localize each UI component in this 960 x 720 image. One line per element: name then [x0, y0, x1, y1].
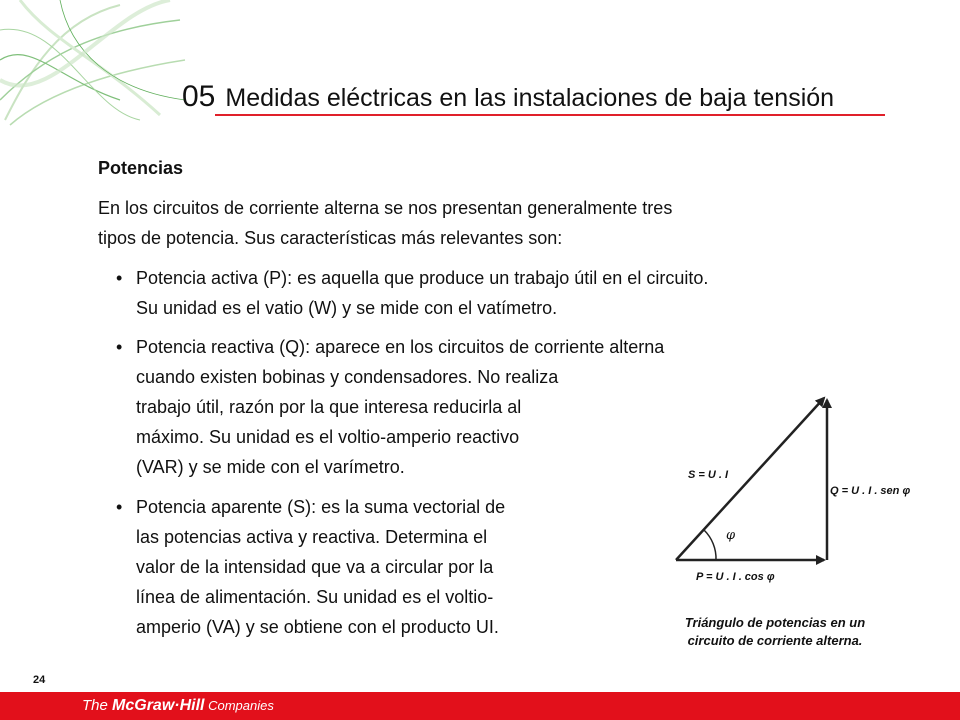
logo-companies: Companies [204, 698, 274, 713]
angle-arc [704, 530, 716, 560]
page-number: 24 [33, 674, 46, 686]
bullet-line: línea de alimentación. Su unidad es el voltio- [136, 587, 494, 607]
bullet-line: cuando existen bobinas y condensadores. No realiza [136, 367, 559, 387]
footer-bar [0, 692, 960, 720]
caption-line: circuito de corriente alterna. [687, 633, 863, 648]
bullet-apparent-power [116, 492, 506, 642]
logo-brand: McGraw·Hill [112, 697, 205, 714]
bullet-reactive-power [116, 332, 665, 482]
section-heading: Potencias [98, 158, 184, 178]
power-triangle-diagram [660, 382, 911, 602]
intro-line: tipos de potencia. Sus características más relevantes son: [98, 228, 563, 248]
publisher-logo [82, 697, 274, 715]
header-divider [215, 114, 885, 116]
bullet-line: Potencia activa (P): es aquella que produce un trabajo útil en el circuito. [136, 268, 709, 288]
logo-the: The [82, 697, 113, 714]
bullet-active-power [116, 263, 709, 323]
intro-line: En los circuitos de corriente alterna se nos presentan generalmente tres [98, 198, 673, 218]
bullet-line: las potencias activa y reactiva. Determina el [136, 527, 488, 547]
label-q: Q = U . I . sen φ [830, 485, 911, 497]
bullet-line: máximo. Su unidad es el voltio-amperio reactivo [136, 427, 520, 447]
chapter-number: 05 [182, 80, 216, 113]
bullet-line: trabajo útil, razón por la que interesa reducirla al [136, 397, 522, 417]
caption-line: Triángulo de potencias en un [684, 615, 866, 630]
label-s: S = U . I [688, 469, 729, 481]
chapter-header [182, 80, 884, 118]
label-p: P = U . I . cos φ [696, 571, 775, 583]
decorative-swirl-graphic [0, 0, 185, 125]
intro-paragraph [98, 193, 858, 253]
bullet-line: Potencia reactiva (Q): aparece en los circuitos de corriente alterna [136, 337, 665, 357]
bullet-dot: • [116, 497, 123, 517]
bullet-line: amperio (VA) y se obtiene con el producto UI. [136, 617, 499, 637]
bullet-line: Potencia aparente (S): es la suma vectorial de [136, 497, 506, 517]
bullet-line: (VAR) y se mide con el varímetro. [136, 457, 405, 477]
bullet-dot: • [116, 268, 123, 288]
label-angle: φ [726, 528, 736, 543]
bullet-line: valor de la intensidad que va a circular por la [136, 557, 494, 577]
bullet-line: Su unidad es el vatio (W) y se mide con el vatímetro. [136, 298, 558, 318]
figure-caption [650, 614, 900, 650]
chapter-title: Medidas eléctricas en las instalaciones de baja tensión [225, 84, 835, 112]
bullet-dot: • [116, 337, 123, 357]
